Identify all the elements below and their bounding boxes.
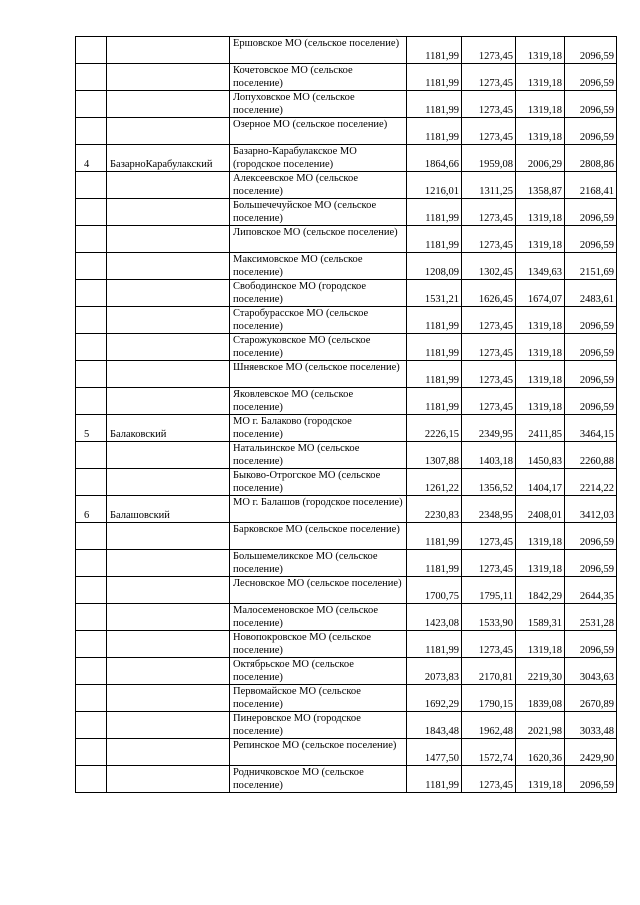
- row-number: [76, 442, 107, 469]
- table-row: [76, 577, 617, 604]
- table-row: [76, 739, 617, 766]
- table-row: [76, 685, 617, 712]
- value-cell-2: 1403,18: [462, 442, 516, 469]
- value-cell-3: 1319,18: [516, 226, 565, 253]
- value-cell-2: 1273,45: [462, 118, 516, 145]
- value-cell-1: 1181,99: [407, 307, 462, 334]
- table-row: [76, 280, 617, 307]
- value-cell-4: 2429,90: [565, 739, 617, 766]
- table-row: [76, 388, 617, 415]
- value-cell-2: 1273,45: [462, 199, 516, 226]
- value-cell-1: 2226,15: [407, 415, 462, 442]
- value-cell-2: 2348,95: [462, 496, 516, 523]
- district-name: [107, 577, 230, 604]
- value-cell-3: 1349,63: [516, 253, 565, 280]
- value-cell-2: 1962,48: [462, 712, 516, 739]
- value-cell-2: 1273,45: [462, 37, 516, 64]
- value-cell-1: 1531,21: [407, 280, 462, 307]
- value-cell-3: 1319,18: [516, 91, 565, 118]
- row-number: [76, 91, 107, 118]
- municipality-name: Лопуховское МО (сельское поселение): [230, 91, 407, 118]
- table-row: [76, 172, 617, 199]
- value-cell-1: 1181,99: [407, 361, 462, 388]
- district-name: БазарноКарабулакский: [107, 145, 230, 172]
- value-cell-2: 1273,45: [462, 388, 516, 415]
- value-cell-1: 1181,99: [407, 118, 462, 145]
- row-number: [76, 469, 107, 496]
- value-cell-3: 2408,01: [516, 496, 565, 523]
- row-number: [76, 253, 107, 280]
- value-cell-3: 1839,08: [516, 685, 565, 712]
- value-cell-4: 2168,41: [565, 172, 617, 199]
- value-cell-4: 2096,59: [565, 631, 617, 658]
- row-number: [76, 199, 107, 226]
- value-cell-3: 1589,31: [516, 604, 565, 631]
- value-cell-4: 2096,59: [565, 361, 617, 388]
- district-name: [107, 37, 230, 64]
- value-cell-4: 2096,59: [565, 523, 617, 550]
- district-name: [107, 253, 230, 280]
- value-cell-2: 1273,45: [462, 523, 516, 550]
- row-number: [76, 226, 107, 253]
- row-number: [76, 766, 107, 793]
- value-cell-4: 2531,28: [565, 604, 617, 631]
- table-row: [76, 226, 617, 253]
- row-number: [76, 64, 107, 91]
- district-name: [107, 172, 230, 199]
- value-cell-1: 1307,88: [407, 442, 462, 469]
- value-cell-2: 1795,11: [462, 577, 516, 604]
- value-cell-2: 1273,45: [462, 64, 516, 91]
- value-cell-1: 1181,99: [407, 766, 462, 793]
- district-name: [107, 469, 230, 496]
- municipality-name: Шняевское МО (сельское поселение): [230, 361, 407, 388]
- value-cell-4: 2260,88: [565, 442, 617, 469]
- value-cell-4: 2096,59: [565, 550, 617, 577]
- value-cell-1: 1261,22: [407, 469, 462, 496]
- table-row: [76, 334, 617, 361]
- value-cell-2: 1273,45: [462, 550, 516, 577]
- district-name: [107, 631, 230, 658]
- municipality-name: Ершовское МО (сельское поселение): [230, 37, 407, 64]
- value-cell-3: 1319,18: [516, 64, 565, 91]
- value-cell-3: 1450,83: [516, 442, 565, 469]
- table-row: [76, 469, 617, 496]
- value-cell-4: 2483,61: [565, 280, 617, 307]
- value-cell-2: 1273,45: [462, 631, 516, 658]
- municipality-name: Яковлевское МО (сельское поселение): [230, 388, 407, 415]
- row-number: 4: [76, 145, 107, 172]
- municipality-name: Новопокровское МО (сельское поселение): [230, 631, 407, 658]
- value-cell-1: 1181,99: [407, 388, 462, 415]
- row-number: [76, 334, 107, 361]
- value-cell-3: 1319,18: [516, 523, 565, 550]
- municipality-name: Быково-Отрогское МО (сельское поселение): [230, 469, 407, 496]
- row-number: [76, 307, 107, 334]
- value-cell-1: 1181,99: [407, 334, 462, 361]
- value-cell-2: 2170,81: [462, 658, 516, 685]
- municipality-name: Репинское МО (сельское поселение): [230, 739, 407, 766]
- value-cell-4: 2096,59: [565, 226, 617, 253]
- value-cell-4: 2214,22: [565, 469, 617, 496]
- value-cell-1: 1692,29: [407, 685, 462, 712]
- table-row: [76, 64, 617, 91]
- table-row: [76, 658, 617, 685]
- row-number: [76, 361, 107, 388]
- value-cell-2: 1273,45: [462, 91, 516, 118]
- value-cell-3: 2006,29: [516, 145, 565, 172]
- value-cell-3: 1358,87: [516, 172, 565, 199]
- value-cell-3: 1319,18: [516, 361, 565, 388]
- row-number: 6: [76, 496, 107, 523]
- municipality-name: Октябрьское МО (сельское поселение): [230, 658, 407, 685]
- value-cell-1: 1181,99: [407, 523, 462, 550]
- municipality-name: Свободинское МО (городское поселение): [230, 280, 407, 307]
- district-name: [107, 226, 230, 253]
- row-number: [76, 658, 107, 685]
- row-number: [76, 577, 107, 604]
- value-cell-4: 2096,59: [565, 37, 617, 64]
- value-cell-3: 2021,98: [516, 712, 565, 739]
- row-number: 5: [76, 415, 107, 442]
- table-row: [76, 766, 617, 793]
- municipality-name: Старожуковское МО (сельское поселение): [230, 334, 407, 361]
- district-name: [107, 604, 230, 631]
- value-cell-3: 1319,18: [516, 388, 565, 415]
- district-name: [107, 199, 230, 226]
- value-cell-3: 1842,29: [516, 577, 565, 604]
- value-cell-4: 2096,59: [565, 91, 617, 118]
- value-cell-2: 1273,45: [462, 361, 516, 388]
- value-cell-4: 2644,35: [565, 577, 617, 604]
- value-cell-4: 3033,48: [565, 712, 617, 739]
- value-cell-2: 1273,45: [462, 226, 516, 253]
- value-cell-1: 1181,99: [407, 199, 462, 226]
- district-name: [107, 766, 230, 793]
- municipality-name: Первомайское МО (сельское поселение): [230, 685, 407, 712]
- table-row: [76, 523, 617, 550]
- table-row: [76, 550, 617, 577]
- value-cell-3: 1319,18: [516, 118, 565, 145]
- value-cell-3: 1404,17: [516, 469, 565, 496]
- value-cell-3: 1319,18: [516, 631, 565, 658]
- municipality-name: Максимовское МО (сельское поселение): [230, 253, 407, 280]
- row-number: [76, 604, 107, 631]
- district-name: [107, 712, 230, 739]
- value-cell-2: 1626,45: [462, 280, 516, 307]
- value-cell-3: 2411,85: [516, 415, 565, 442]
- municipality-name: Базарно-Карабулакское МО (городское поселение): [230, 145, 407, 172]
- value-cell-1: 1181,99: [407, 631, 462, 658]
- table-row: [76, 307, 617, 334]
- value-cell-2: 1572,74: [462, 739, 516, 766]
- value-cell-2: 1311,25: [462, 172, 516, 199]
- value-cell-1: 2230,83: [407, 496, 462, 523]
- value-cell-1: 1423,08: [407, 604, 462, 631]
- municipality-name: Барковское МО (сельское поселение): [230, 523, 407, 550]
- value-cell-1: 1181,99: [407, 37, 462, 64]
- row-number: [76, 712, 107, 739]
- value-cell-2: 1533,90: [462, 604, 516, 631]
- district-name: [107, 739, 230, 766]
- table-row: [76, 253, 617, 280]
- row-number: [76, 550, 107, 577]
- value-cell-1: 1181,99: [407, 550, 462, 577]
- table-row: [76, 145, 617, 172]
- table-row: [76, 415, 617, 442]
- value-cell-4: 3043,63: [565, 658, 617, 685]
- value-cell-4: 2096,59: [565, 334, 617, 361]
- value-cell-4: 2670,89: [565, 685, 617, 712]
- value-cell-4: 2096,59: [565, 199, 617, 226]
- table-row: [76, 199, 617, 226]
- district-name: [107, 118, 230, 145]
- row-number: [76, 388, 107, 415]
- value-cell-1: 1700,75: [407, 577, 462, 604]
- district-name: Балашовский: [107, 496, 230, 523]
- district-name: [107, 523, 230, 550]
- table-row: [76, 361, 617, 388]
- row-number: [76, 172, 107, 199]
- municipality-name: Кочетовское МО (сельское поселение): [230, 64, 407, 91]
- row-number: [76, 739, 107, 766]
- value-cell-1: 1181,99: [407, 64, 462, 91]
- value-cell-4: 3464,15: [565, 415, 617, 442]
- row-number: [76, 631, 107, 658]
- value-cell-3: 1319,18: [516, 37, 565, 64]
- value-cell-3: 1674,07: [516, 280, 565, 307]
- value-cell-2: 1273,45: [462, 334, 516, 361]
- district-name: [107, 334, 230, 361]
- tariff-table: [75, 36, 617, 793]
- value-cell-3: 1319,18: [516, 199, 565, 226]
- value-cell-1: 1208,09: [407, 253, 462, 280]
- value-cell-3: 2219,30: [516, 658, 565, 685]
- district-name: [107, 307, 230, 334]
- value-cell-4: 2096,59: [565, 766, 617, 793]
- municipality-name: Старобурасское МО (сельское поселение): [230, 307, 407, 334]
- value-cell-1: 2073,83: [407, 658, 462, 685]
- district-name: [107, 361, 230, 388]
- district-name: [107, 550, 230, 577]
- municipality-name: Лесновское МО (сельское поселение): [230, 577, 407, 604]
- value-cell-2: 1273,45: [462, 766, 516, 793]
- value-cell-1: 1181,99: [407, 226, 462, 253]
- municipality-name: Озерное МО (сельское поселение): [230, 118, 407, 145]
- table-row: [76, 442, 617, 469]
- row-number: [76, 685, 107, 712]
- district-name: [107, 442, 230, 469]
- value-cell-1: 1843,48: [407, 712, 462, 739]
- district-name: [107, 388, 230, 415]
- value-cell-2: 1790,15: [462, 685, 516, 712]
- value-cell-3: 1319,18: [516, 550, 565, 577]
- row-number: [76, 118, 107, 145]
- municipality-name: Большечечуйское МО (сельское поселение): [230, 199, 407, 226]
- table-row: [76, 496, 617, 523]
- municipality-name: Большемеликское МО (сельское поселение): [230, 550, 407, 577]
- district-name: [107, 91, 230, 118]
- row-number: [76, 280, 107, 307]
- value-cell-4: 2151,69: [565, 253, 617, 280]
- value-cell-1: 1477,50: [407, 739, 462, 766]
- value-cell-3: 1319,18: [516, 766, 565, 793]
- value-cell-2: 2349,95: [462, 415, 516, 442]
- row-number: [76, 37, 107, 64]
- district-name: [107, 658, 230, 685]
- value-cell-1: 1181,99: [407, 91, 462, 118]
- value-cell-4: 3412,03: [565, 496, 617, 523]
- value-cell-3: 1319,18: [516, 307, 565, 334]
- value-cell-2: 1959,08: [462, 145, 516, 172]
- municipality-name: Алексеевское МО (сельское поселение): [230, 172, 407, 199]
- table-row: [76, 91, 617, 118]
- district-name: [107, 280, 230, 307]
- table-row: [76, 37, 617, 64]
- value-cell-2: 1302,45: [462, 253, 516, 280]
- value-cell-4: 2808,86: [565, 145, 617, 172]
- municipality-name: Родничковское МО (сельское поселение): [230, 766, 407, 793]
- value-cell-2: 1273,45: [462, 307, 516, 334]
- table-row: [76, 118, 617, 145]
- table-row: [76, 631, 617, 658]
- municipality-name: Пинеровское МО (городское поселение): [230, 712, 407, 739]
- district-name: [107, 64, 230, 91]
- municipality-name: Натальинское МО (сельское поселение): [230, 442, 407, 469]
- district-name: [107, 685, 230, 712]
- value-cell-1: 1864,66: [407, 145, 462, 172]
- table-row: [76, 712, 617, 739]
- value-cell-3: 1620,36: [516, 739, 565, 766]
- row-number: [76, 523, 107, 550]
- value-cell-4: 2096,59: [565, 388, 617, 415]
- value-cell-3: 1319,18: [516, 334, 565, 361]
- municipality-name: МО г. Балаково (городское поселение): [230, 415, 407, 442]
- district-name: Балаковский: [107, 415, 230, 442]
- value-cell-4: 2096,59: [565, 64, 617, 91]
- value-cell-4: 2096,59: [565, 118, 617, 145]
- value-cell-1: 1216,01: [407, 172, 462, 199]
- municipality-name: Малосеменовское МО (сельское поселение): [230, 604, 407, 631]
- municipality-name: Липовское МО (сельское поселение): [230, 226, 407, 253]
- municipality-name: МО г. Балашов (городское поселение): [230, 496, 407, 523]
- table-row: [76, 604, 617, 631]
- value-cell-4: 2096,59: [565, 307, 617, 334]
- table-body: [76, 37, 617, 793]
- value-cell-2: 1356,52: [462, 469, 516, 496]
